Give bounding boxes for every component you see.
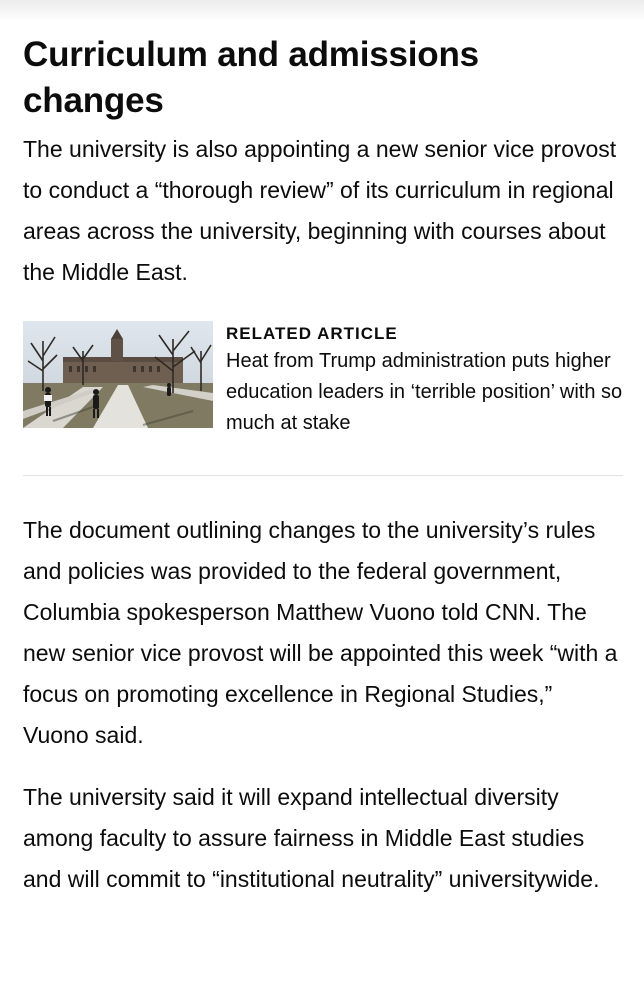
section-heading: Curriculum and admissions changes — [23, 35, 479, 120]
related-article-card[interactable] — [23, 321, 623, 439]
section-divider — [23, 475, 623, 476]
top-fade — [0, 0, 644, 22]
related-article-thumbnail[interactable] — [23, 321, 213, 428]
related-article-headline-link[interactable]: Heat from Trump administration puts higher education leaders in ‘terrible position’ with so much at stake — [226, 350, 623, 434]
related-article-text — [226, 322, 623, 439]
related-article-kicker: RELATED ARTICLE — [226, 324, 398, 343]
article-body — [23, 32, 623, 900]
paragraph-intellectual-diversity: The university said it will expand intellectual diversity among faculty to assure fairness in Middle East studies and will commit to “institutional neutrality” universitywide. — [23, 784, 600, 892]
paragraph-provost-review: The university is also appointing a new senior vice provost to conduct a “thorough review” of its curriculum in regional areas across the university, beginning with courses about the Middle East. — [23, 136, 617, 285]
paragraph-document-outline: The document outlining changes to the university’s rules and policies was provided to the federal government, Columbia spokesperson Matthew Vuono told CNN. The new senior vice provost will be appointed this week “with a focus on promoting excellence in Regional Studies,” Vuono said. — [23, 517, 618, 748]
